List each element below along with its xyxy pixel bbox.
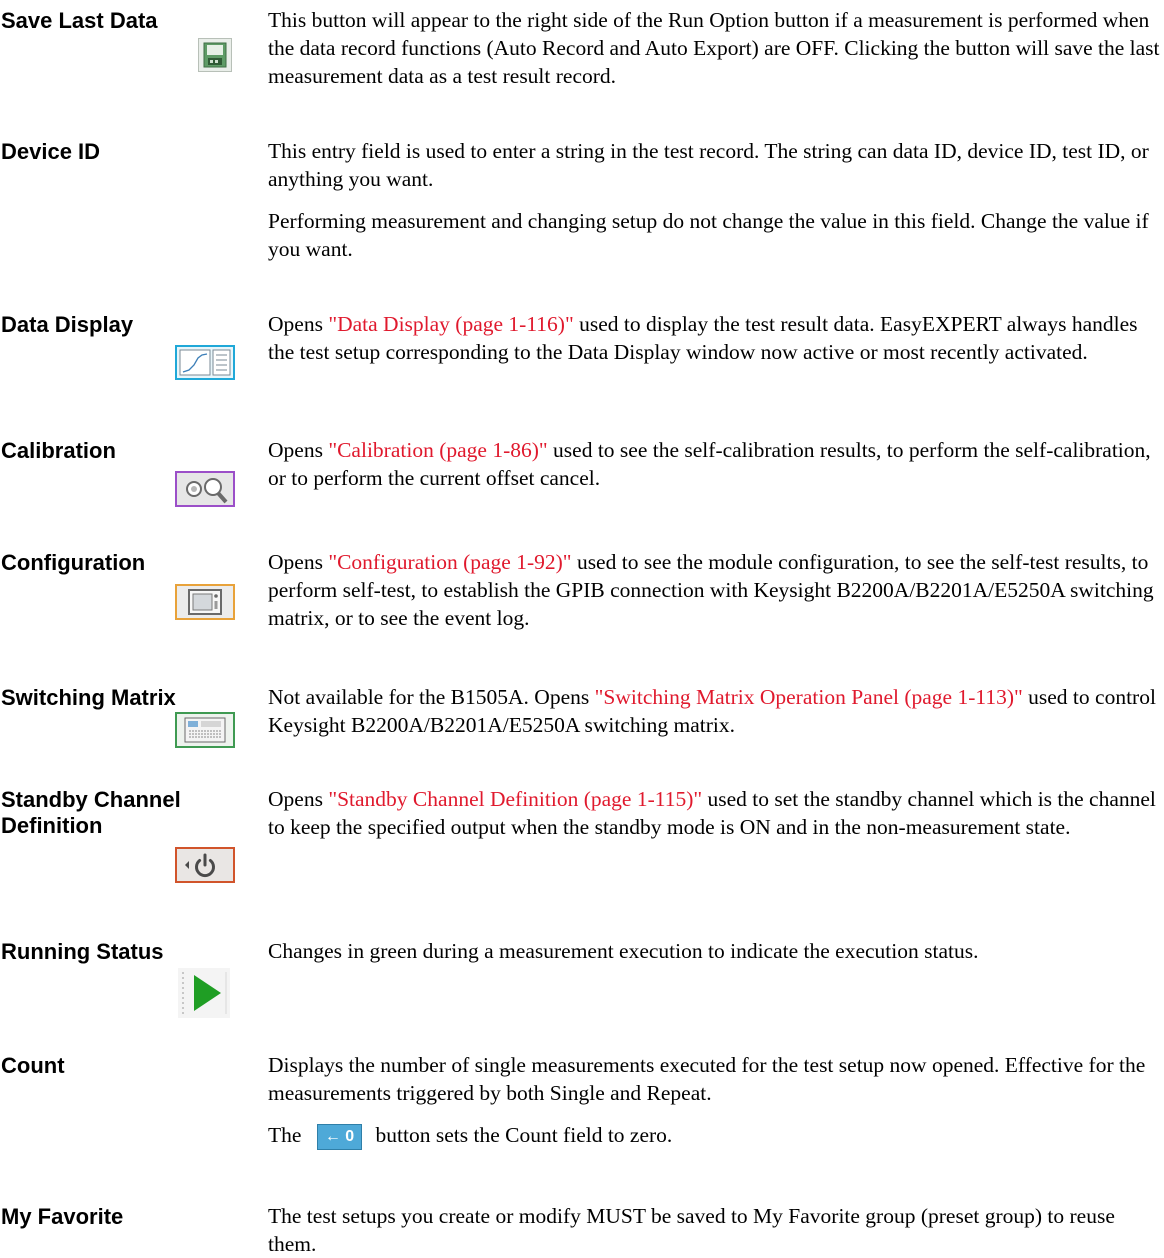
data-display-icon[interactable] bbox=[175, 345, 235, 380]
paragraph: Changes in green during a measurement execution to indicate the execution status. bbox=[268, 939, 979, 963]
link-data-display[interactable]: "Data Display (page 1-116)" bbox=[328, 312, 574, 336]
term-my-favorite: My Favorite bbox=[1, 1204, 124, 1229]
term-count: Count bbox=[1, 1053, 65, 1078]
link-configuration[interactable]: "Configuration (page 1-92)" bbox=[328, 550, 572, 574]
text: Opens bbox=[268, 438, 329, 462]
text: Not available for the B1505A. Opens bbox=[268, 685, 595, 709]
text: Opens bbox=[268, 312, 329, 336]
standby-power-icon[interactable] bbox=[175, 847, 235, 883]
paragraph: Performing measurement and changing setup do not change the value in this field. Change the value if you want. bbox=[268, 209, 1149, 261]
text: Opens bbox=[268, 787, 329, 811]
desc-calibration bbox=[268, 436, 1160, 492]
link-switching-matrix[interactable]: "Switching Matrix Operation Panel (page 1-113)" bbox=[594, 685, 1023, 709]
text: used to control Keysight B2200A/B2201A/E5250A switching matrix. bbox=[268, 685, 1156, 737]
desc-standby-channel-definition bbox=[268, 785, 1160, 841]
desc-save-last-data bbox=[268, 6, 1160, 90]
text: used to see the module configuration, to see the self-test results, to perform self-test, to establish the GPIB connection with Keysight B2200A/B2201A/E5250A switching matrix, or to see the event log. bbox=[268, 550, 1154, 630]
count-reset-line bbox=[268, 1121, 1160, 1150]
calibration-icon[interactable] bbox=[175, 471, 235, 507]
desc-configuration bbox=[268, 548, 1160, 632]
text: button sets the Count field to zero. bbox=[375, 1123, 673, 1147]
text: used to see the self-calibration results, to perform the self-calibration, or to perform the current offset cancel. bbox=[268, 438, 1151, 490]
link-standby-channel-definition[interactable]: "Standby Channel Definition (page 1-115)" bbox=[328, 787, 703, 811]
count-reset-button[interactable]: ← 0 bbox=[317, 1124, 362, 1150]
term-running-status: Running Status bbox=[1, 939, 164, 964]
desc-count bbox=[268, 1051, 1160, 1150]
save-disk-icon[interactable] bbox=[198, 38, 232, 72]
text: used to set the standby channel which is the channel to keep the specified output when the standby mode is ON and in the non-measurement state. bbox=[268, 787, 1156, 839]
term-configuration: Configuration bbox=[1, 550, 146, 575]
term-standby-channel-definition: Standby Channel Definition bbox=[1, 787, 181, 838]
running-play-icon bbox=[178, 968, 230, 1018]
switching-matrix-icon[interactable] bbox=[175, 712, 235, 748]
link-calibration[interactable]: "Calibration (page 1-86)" bbox=[328, 438, 548, 462]
text: Opens bbox=[268, 550, 329, 574]
desc-my-favorite bbox=[268, 1202, 1160, 1258]
paragraph: Displays the number of single measurements executed for the test setup now opened. Effective for the measurements triggered by both Single and Repeat. bbox=[268, 1053, 1146, 1105]
configuration-icon[interactable] bbox=[175, 584, 235, 620]
paragraph: This button will appear to the right side of the Run Option button if a measurement is performed when the data record functions (Auto Record and Auto Export) are OFF. Clicking the button will save the last measurement data as a test result record. bbox=[268, 8, 1160, 88]
term-data-display: Data Display bbox=[1, 312, 134, 337]
term-calibration: Calibration bbox=[1, 438, 116, 463]
desc-device-id bbox=[268, 137, 1160, 263]
term-save-last-data: Save Last Data bbox=[1, 8, 158, 33]
text: used to display the test result data. EasyEXPERT always handles the test setup corresponding to the Data Display window now active or most recently activated. bbox=[268, 312, 1138, 364]
term-device-id: Device ID bbox=[1, 139, 101, 164]
desc-running-status bbox=[268, 937, 1160, 965]
paragraph: The test setups you create or modify MUST be saved to My Favorite group (preset group) to reuse them. bbox=[268, 1204, 1115, 1256]
term-switching-matrix: Switching Matrix bbox=[1, 685, 176, 710]
paragraph: This entry field is used to enter a string in the test record. The string can data ID, device ID, test ID, or anything you want. bbox=[268, 139, 1149, 191]
text: The bbox=[268, 1123, 302, 1147]
desc-switching-matrix bbox=[268, 683, 1160, 739]
desc-data-display bbox=[268, 310, 1160, 366]
